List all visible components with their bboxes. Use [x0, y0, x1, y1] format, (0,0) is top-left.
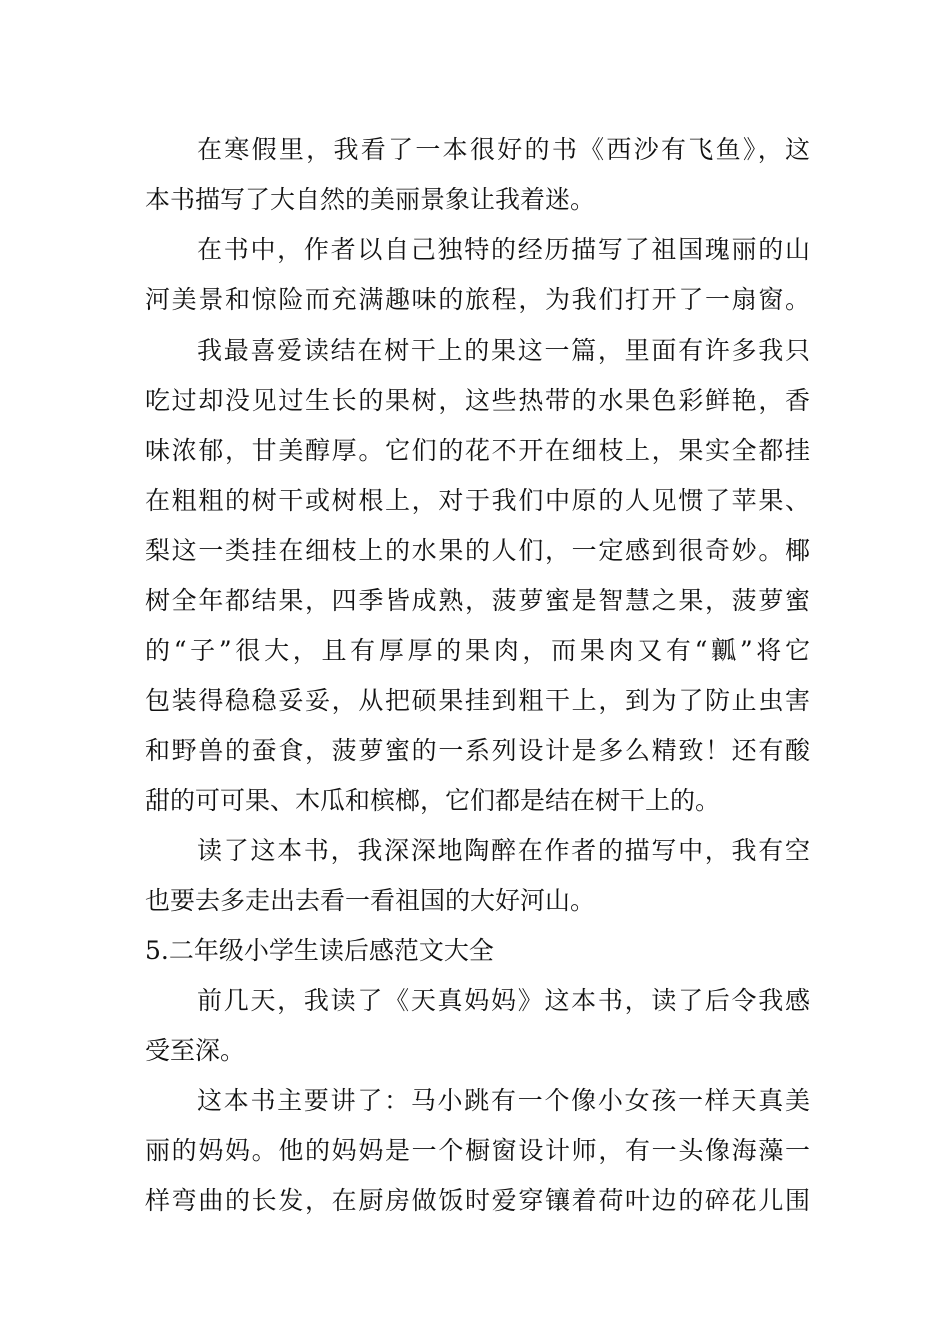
paragraph-3-line-6: 树全年都结果，四季皆成熟，菠萝蜜是智慧之果，菠萝蜜: [145, 586, 810, 615]
paragraph-3-line-1: 我最喜爱读结在树干上的果这一篇，里面有许多我只: [197, 336, 810, 365]
paragraph-3-line-9: 和野兽的蚕食，菠萝蜜的一系列设计是多么精致！还有酸: [145, 736, 810, 765]
paragraph-3-line-7: 的“子”很大，且有厚厚的果肉，而果肉又有“瓤”将它: [145, 636, 810, 665]
paragraph-1-line-1: 在寒假里，我看了一本很好的书《西沙有飞鱼》，这: [197, 135, 810, 164]
paragraph-2-line-1: 在书中，作者以自己独特的经历描写了祖国瑰丽的山: [197, 235, 810, 264]
paragraph-6-line-1: 这本书主要讲了：马小跳有一个像小女孩一样天真美: [197, 1086, 810, 1115]
paragraph-4-line-1: 读了这本书，我深深地陶醉在作者的描写中，我有空: [197, 836, 810, 865]
paragraph-3-line-3: 味浓郁，甘美醇厚。它们的花不开在细枝上，果实全都挂: [145, 436, 810, 465]
paragraph-3-line-2: 吃过却没见过生长的果树，这些热带的水果色彩鲜艳，香: [145, 386, 810, 415]
paragraph-6-line-3: 样弯曲的长发，在厨房做饭时爱穿镶着荷叶边的碎花儿围: [145, 1186, 810, 1215]
paragraph-1-line-2: 本书描写了大自然的美丽景象让我着迷。: [145, 185, 596, 214]
paragraph-3-line-5: 梨这一类挂在细枝上的水果的人们，一定感到很奇妙。椰: [145, 536, 810, 565]
section-heading: 5.二年级小学生读后感范文大全: [145, 936, 494, 965]
paragraph-4-line-2: 也要去多走出去看一看祖国的大好河山。: [145, 886, 596, 915]
paragraph-2-line-2: 河美景和惊险而充满趣味的旅程，为我们打开了一扇窗。: [145, 285, 810, 314]
paragraph-3-line-8: 包装得稳稳妥妥，从把硕果挂到粗干上，到为了防止虫害: [145, 686, 810, 715]
paragraph-5-line-1: 前几天，我读了《天真妈妈》这本书，读了后令我感: [197, 986, 810, 1015]
paragraph-6-line-2: 丽的妈妈。他的妈妈是一个橱窗设计师，有一头像海藻一: [145, 1136, 810, 1165]
paragraph-3-line-10: 甜的可可果、木瓜和槟榔，它们都是结在树干上的。: [145, 786, 721, 815]
paragraph-3-line-4: 在粗粗的树干或树根上，对于我们中原的人见惯了苹果、: [145, 486, 810, 515]
paragraph-5-line-2: 受至深。: [145, 1036, 246, 1065]
